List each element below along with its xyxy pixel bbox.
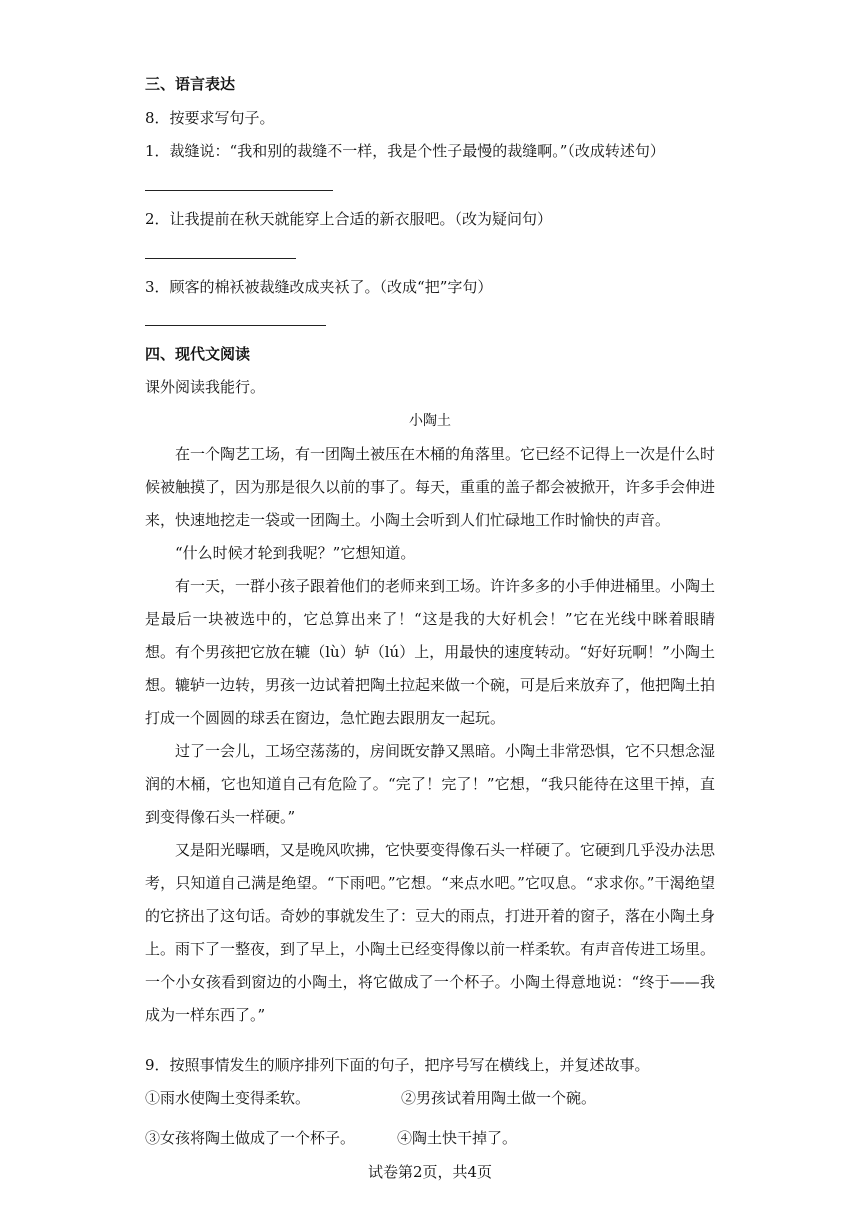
answer-line-3[interactable] xyxy=(145,325,326,326)
sentence-2: 2．让我提前在秋天就能穿上合适的新衣服吧。（改为疑问句） xyxy=(145,210,553,228)
story-paragraph-2: “什么时候才轮到我呢？”它想知道。 xyxy=(175,544,416,562)
story-paragraph-1: 在一个陶艺工场，有一团陶土被压在木桶的角落里。它已经不记得上一次是什么时候被触摸了，因为那是很久以前的事了。每天，重重的盖子都会被掀开，许多手会伸进来，快速地挖走一袋或一团陶土。小陶土会听到人们忙碌地工作时愉快的声音。 xyxy=(145,445,716,529)
option-1: ①雨水使陶土变得柔软。 xyxy=(145,1089,311,1107)
story-paragraph-6: 又是阳光曝晒，又是晚风吹拂，它快要变得像石头一样硬了。它硬到几乎没办法思考，只知道自己满是绝望。“下雨吧。”它想。“来点水吧。”它叹息。“求求你。”干渴绝望的它挤出了这句话。奇妙的事就发生了：豆大的雨点，打进开着的窗子，落在小陶土身上。雨下了一整夜，到了早上，小陶土已经变得像以前一样柔软。有声音传进工场里。一个小女孩看到窗边的小陶土，将它做成了一个杯子。小陶土得意地说：“终于——我成为一样东西了。” xyxy=(145,841,716,1024)
question-9: 9．按照事情发生的顺序排列下面的句子，把序号写在横线上，并复述故事。 xyxy=(145,1056,650,1074)
section-heading-4: 四、现代文阅读 xyxy=(145,345,251,363)
page-footer: 试卷第2页，共4页 xyxy=(367,1163,493,1181)
option-3: ③女孩将陶土做成了一个杯子。 xyxy=(145,1129,356,1147)
story-paragraph-4: 有个男孩把它放在辘（lù）轳（lú）上，用最快的速度转动。“好好玩啊！”小陶土想。辘轳一边转，男孩一边试着把陶土拉起来做一个碗，可是后来放弃了，他把陶土拍打成一个圆圆的球丢在窗边，急忙跑去跟朋友一起玩。 xyxy=(145,643,716,727)
question-8: 8．按要求写句子。 xyxy=(145,109,275,127)
story-paragraph-3: 有一天，一群小孩子跟着他们的老师来到工场。许许多多的小手伸进桶里。小陶土是最后一块被选中的，它总算出来了！“这是我的大好机会！”它在光线中眯着眼睛想。 xyxy=(145,577,716,661)
option-2: ②男孩试着用陶土做一个碗。 xyxy=(401,1089,597,1107)
answer-line-2[interactable] xyxy=(145,258,296,259)
section-heading-3: 三、语言表达 xyxy=(145,75,236,93)
story-title: 小陶土 xyxy=(409,413,451,429)
story-paragraph-5: 过了一会儿，工场空荡荡的，房间既安静又黑暗。小陶土非常恐惧，它不只想念湿润的木桶，它也知道自己有危险了。“完了！完了！”它想，“我只能待在这里干掉，直到变得像石头一样硬。” xyxy=(145,742,716,826)
sentence-1: 1．裁缝说：“我和别的裁缝不一样，我是个性子最慢的裁缝啊。”（改成转述句） xyxy=(145,142,665,160)
answer-line-1[interactable] xyxy=(145,190,333,191)
reading-intro: 课外阅读我能行。 xyxy=(145,378,266,396)
option-4: ④陶土快干掉了。 xyxy=(397,1129,518,1147)
sentence-3: 3．顾客的棉袄被裁缝改成夹袄了。（改成“把”字句） xyxy=(145,278,493,296)
